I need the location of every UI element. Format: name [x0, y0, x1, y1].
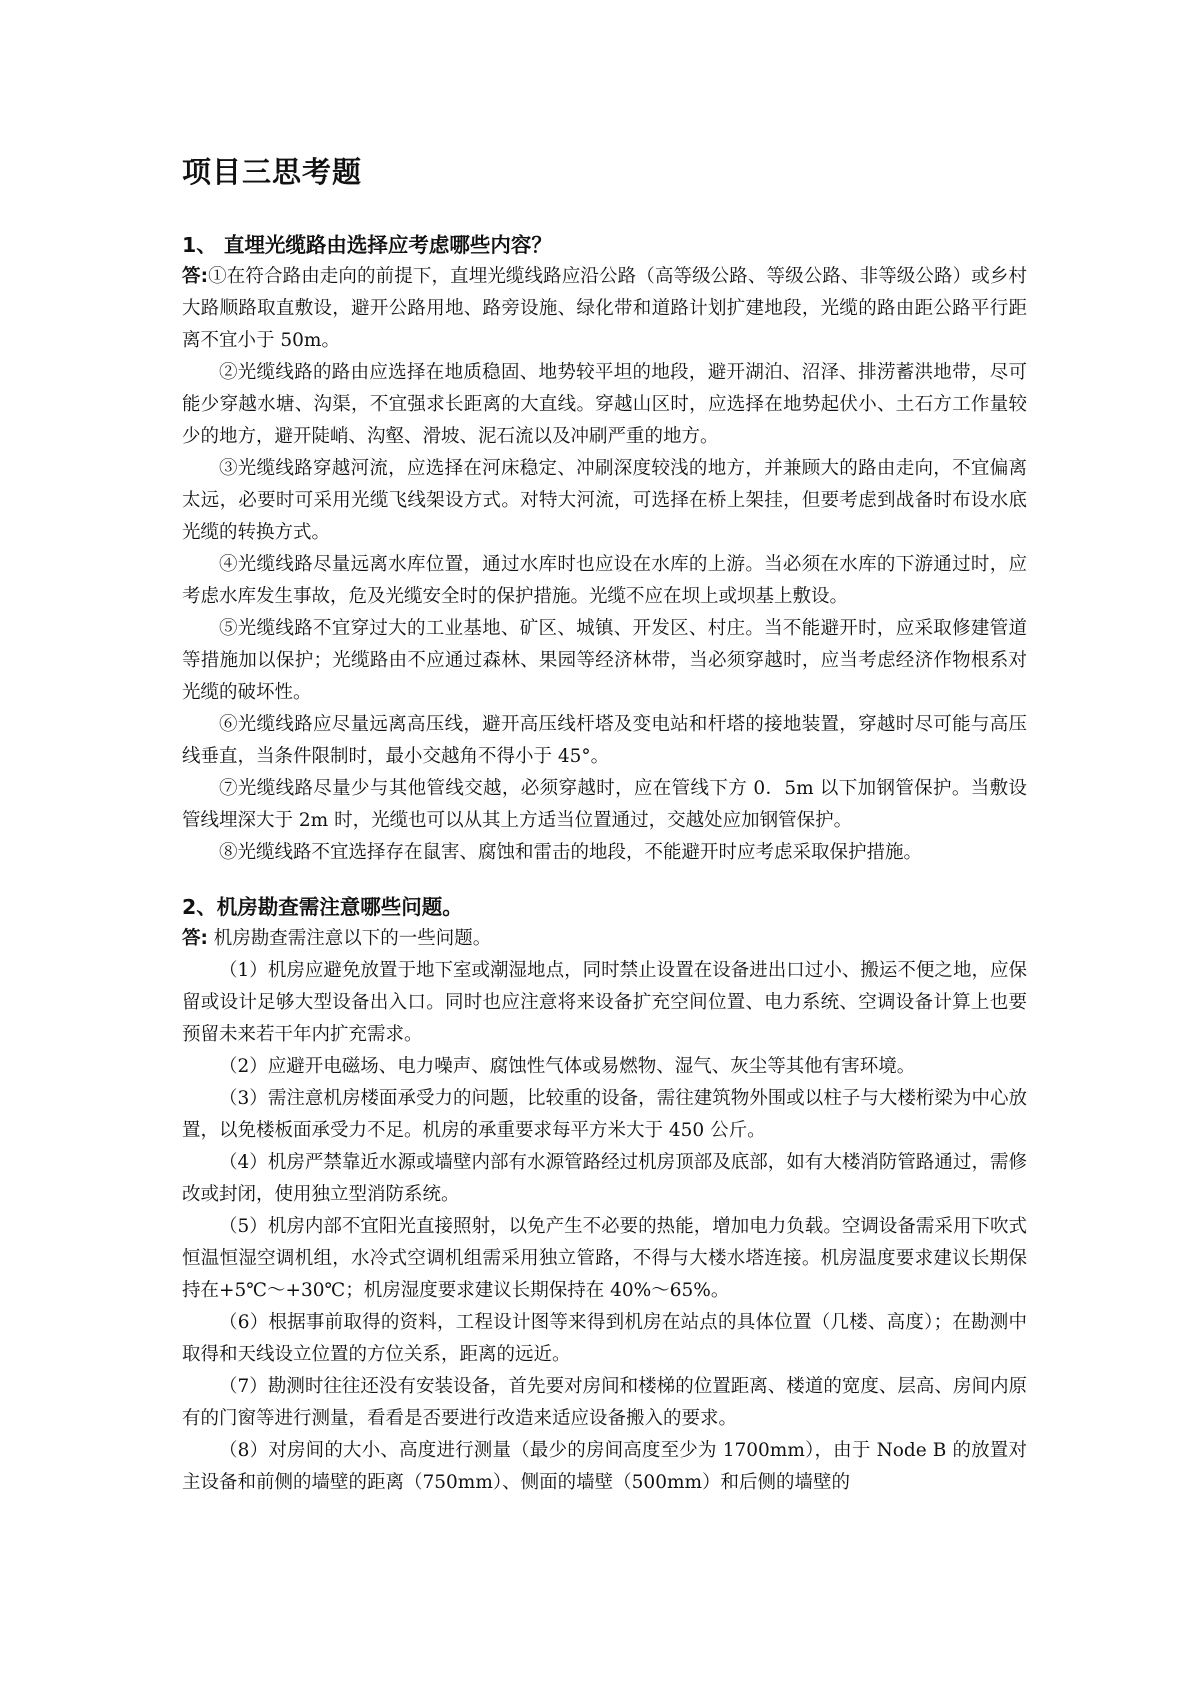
paragraph: （8）对房间的大小、高度进行测量（最少的房间高度至少为 1700mm），由于 Node B 的放置对主设备和前侧的墙壁的距离（750mm）、侧面的墙壁（500mm）和后侧的墙壁的: [182, 1440, 1027, 1493]
paragraph: ③光缆线路穿越河流，应选择在河床稳定、冲刷深度较浅的地方，并兼顾大的路由走向，不宜偏离太远，必要时可采用光缆飞线架设方式。对特大河流，可选择在桥上架挂，但要考虑到战备时布设水底光缆的转换方式。: [182, 458, 1027, 543]
page-title: 项目三思考题: [182, 155, 363, 189]
question-1-answer-first: [182, 261, 1027, 357]
document-page: [182, 150, 1027, 1499]
paragraph: （5）机房内部不宜阳光直接照射，以免产生不必要的热能，增加电力负载。空调设备需采用下吹式恒温恒湿空调机组，水冷式空调机组需采用独立管路，不得与大楼水塔连接。机房温度要求建议长期保持在+5℃～+30℃；机房湿度要求建议长期保持在 40%～65%。: [182, 1216, 1027, 1301]
question-2-heading: 2、机房勘查需注意哪些问题。: [182, 895, 463, 919]
paragraph: ④光缆线路尽量远离水库位置，通过水库时也应设在水库的上游。当必须在水库的下游通过时，应考虑水库发生事故，危及光缆安全时的保护措施。光缆不应在坝上或坝基上敷设。: [182, 554, 1027, 607]
paragraph: （4）机房严禁靠近水源或墙壁内部有水源管路经过机房顶部及底部，如有大楼消防管路通过，需修改或封闭，使用独立型消防系统。: [182, 1152, 1027, 1205]
paragraph: ⑦光缆线路尽量少与其他管线交越，必须穿越时，应在管线下方 0．5m 以下加钢管保护。当敷设管线埋深大于 2m 时，光缆也可以从其上方适当位置通过，交越处应加钢管保护。: [182, 778, 1027, 831]
question-2-answer-first: [182, 923, 1027, 955]
paragraph: （7）勘测时往往还没有安装设备，首先要对房间和楼梯的位置距离、楼道的宽度、层高、房间内原有的门窗等进行测量，看看是否要进行改造来适应设备搬入的要求。: [182, 1376, 1027, 1429]
paragraph: （6）根据事前取得的资料，工程设计图等来得到机房在站点的具体位置（几楼、高度）；在勘测中取得和天线设立位置的方位关系，距离的远近。: [182, 1312, 1027, 1365]
answer-text: 机房勘查需注意以下的一些问题。: [207, 928, 492, 949]
paragraph: （2）应避开电磁场、电力噪声、腐蚀性气体或易燃物、湿气、灰尘等其他有害环境。: [219, 1056, 916, 1077]
answer-label: 答:: [182, 266, 209, 287]
paragraph: （3）需注意机房楼面承受力的问题，比较重的设备，需往建筑物外围或以柱子与大楼桁梁为中心放置，以免楼板面承受力不足。机房的承重要求每平方米大于 450 公斤。: [182, 1088, 1027, 1141]
paragraph: （1）机房应避免放置于地下室或潮湿地点，同时禁止设置在设备进出口过小、搬运不便之地，应保留或设计足够大型设备出入口。同时也应注意将来设备扩充空间位置、电力系统、空调设备计算上也要预留未来若干年内扩充需求。: [182, 960, 1027, 1045]
question-1-heading: 1、 直埋光缆路由选择应考虑哪些内容？: [182, 233, 552, 257]
paragraph: ②光缆线路的路由应选择在地质稳固、地势较平坦的地段，避开湖泊、沼泽、排涝蓄洪地带，尽可能少穿越水塘、沟渠，不宜强求长距离的大直线。穿越山区时，应选择在地势起伏小、土石方工作量较少的地方，避开陡峭、沟壑、滑坡、泥石流以及冲刷严重的地方。: [182, 362, 1027, 447]
answer-label: 答:: [182, 928, 208, 949]
paragraph: ⑧光缆线路不宜选择存在鼠害、腐蚀和雷击的地段，不能避开时应考虑采取保护措施。: [219, 842, 923, 863]
paragraph: ⑥光缆线路应尽量远离高压线，避开高压线杆塔及变电站和杆塔的接地装置，穿越时尽可能与高压线垂直，当条件限制时，最小交越角不得小于 45°。: [182, 714, 1027, 767]
paragraph: ⑤光缆线路不宜穿过大的工业基地、矿区、城镇、开发区、村庄。当不能避开时，应采取修建管道等措施加以保护；光缆路由不应通过森林、果园等经济林带，当必须穿越时，应当考虑经济作物根系对光缆的破坏性。: [182, 618, 1027, 703]
answer-text: ①在符合路由走向的前提下，直埋光缆线路应沿公路（高等级公路、等级公路、非等级公路）或乡村大路顺路取直敷设，避开公路用地、路旁设施、绿化带和道路计划扩建地段，光缆的路由距公路平行距离不宜小于 50m。: [182, 266, 1027, 351]
